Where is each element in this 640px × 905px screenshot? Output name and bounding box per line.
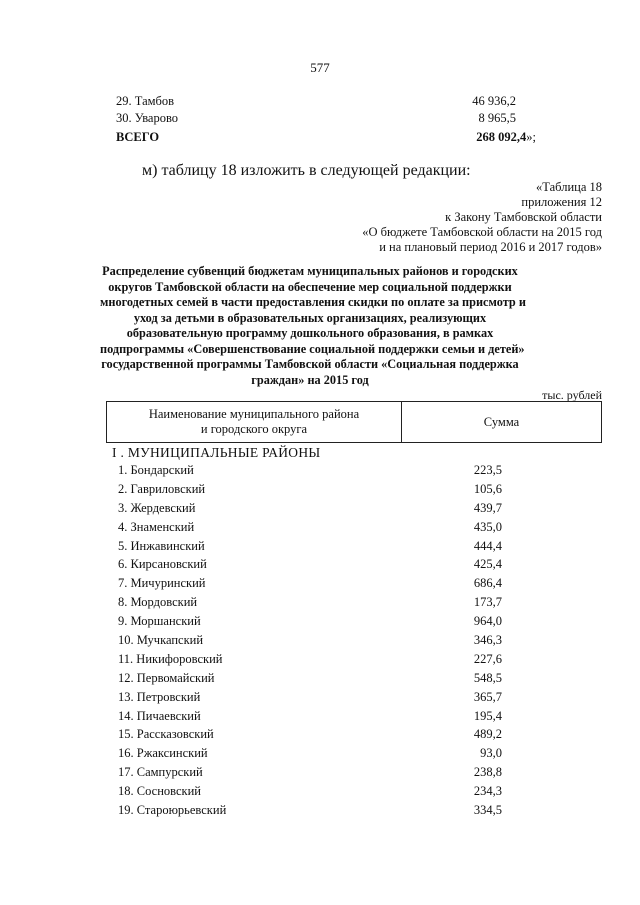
title-line: Распределение субвенций бюджетам муниципальных районов и городских	[102, 264, 518, 278]
table-row	[118, 501, 502, 520]
caption-line: к Закону Тамбовской области	[445, 210, 602, 224]
table-row	[118, 482, 502, 501]
total-label: ВСЕГО	[116, 130, 160, 144]
row-value: 238,8	[473, 765, 502, 780]
row-name: 15. Рассказовский	[118, 727, 214, 742]
header-name-line: и городского округа	[200, 422, 308, 436]
section-title: I . МУНИЦИПАЛЬНЫЕ РАЙОНЫ	[112, 445, 321, 460]
page-number: 577	[310, 60, 330, 75]
prev-row-name: 30. Уварово	[116, 111, 179, 125]
table-header	[106, 401, 602, 443]
row-name: 12. Первомайский	[118, 670, 215, 685]
table-row	[118, 690, 502, 709]
caption-line: и на плановый период 2016 и 2017 годов»	[379, 240, 602, 254]
table-title	[100, 264, 526, 388]
table-row	[118, 803, 502, 822]
row-value: 435,0	[473, 519, 502, 534]
caption-line: «О бюджете Тамбовской области на 2015 год	[362, 225, 602, 239]
row-name: 2. Гавриловский	[118, 481, 206, 496]
header-name-line: Наименование муниципального района	[148, 407, 360, 421]
row-name: 1. Бондарский	[118, 463, 194, 477]
title-line: образовательную программу дошкольного образования, в рамках	[126, 326, 494, 340]
total-value: 268 092,4	[476, 130, 527, 144]
row-name: 9. Моршанский	[118, 614, 201, 629]
table-row	[118, 709, 502, 728]
title-line: граждан» на 2015 год	[251, 372, 369, 387]
table-body	[118, 463, 502, 822]
title-line: государственной программы Тамбовской области «Социальная поддержка	[101, 357, 519, 371]
total-suffix: »;	[526, 130, 536, 144]
row-value: 444,4	[473, 538, 502, 553]
row-value: 489,2	[473, 727, 502, 742]
table-caption	[182, 180, 602, 255]
table-row	[118, 557, 502, 576]
row-value: 686,4	[473, 576, 502, 591]
row-name: 11. Никифоровский	[118, 651, 223, 666]
title-line: уход за детьми в образовательных организациях, реализующих	[133, 310, 487, 325]
row-value: 346,3	[473, 633, 502, 648]
row-value: 439,7	[473, 500, 502, 515]
table-row	[118, 784, 502, 803]
caption-line: «Таблица 18	[536, 180, 602, 194]
row-value: 234,3	[473, 784, 502, 799]
table-row	[118, 539, 502, 558]
header-name-cell	[107, 402, 402, 442]
prev-table-row	[116, 94, 516, 110]
row-name: 16. Ржаксинский	[118, 746, 208, 761]
row-value: 227,6	[473, 651, 502, 666]
row-name: 10. Мучкапский	[118, 633, 204, 648]
row-name: 7. Мичуринский	[118, 576, 206, 591]
row-value: 964,0	[473, 614, 502, 629]
header-sum-cell: Сумма	[483, 415, 520, 429]
row-name: 5. Инжавинский	[118, 538, 205, 553]
row-name: 4. Знаменский	[118, 519, 195, 534]
row-value: 548,5	[473, 670, 502, 685]
table-row	[118, 652, 502, 671]
table-row	[118, 746, 502, 765]
total-value-wrap	[476, 130, 536, 145]
title-line: округов Тамбовской области на обеспечение мер социальной поддержки	[108, 279, 512, 294]
row-name: 8. Мордовский	[118, 595, 198, 610]
row-value: 195,4	[473, 708, 502, 723]
prev-row-name: 29. Тамбов	[116, 94, 175, 108]
row-name: 18. Сосновский	[118, 784, 201, 799]
table-row	[118, 765, 502, 784]
row-value: 223,5	[473, 463, 502, 477]
row-value: 93,0	[480, 746, 502, 761]
row-value: 425,4	[473, 557, 502, 572]
row-value: 105,6	[473, 481, 502, 496]
caption-line: приложения 12	[521, 195, 602, 209]
row-name: 17. Сампурский	[118, 765, 203, 780]
row-name: 14. Пичаевский	[118, 708, 201, 723]
table-row	[118, 595, 502, 614]
row-name: 19. Староюрьевский	[118, 803, 227, 818]
table-row	[118, 633, 502, 652]
row-name: 3. Жердевский	[118, 500, 196, 515]
prev-table-total	[116, 130, 536, 146]
table-row	[118, 520, 502, 539]
table-row	[118, 671, 502, 690]
table-row	[118, 463, 502, 482]
table-row	[118, 576, 502, 595]
amendment-instruction: м) таблицу 18 изложить в следующей редакции:	[142, 162, 471, 179]
prev-row-value: 46 936,2	[472, 94, 516, 108]
title-line: многодетных семей в части предоставления скидки по оплате за присмотр и	[100, 295, 526, 309]
row-value: 334,5	[473, 803, 502, 818]
table-row	[118, 614, 502, 633]
row-name: 13. Петровский	[118, 689, 201, 704]
row-name: 6. Кирсановский	[118, 557, 207, 572]
row-value: 173,7	[473, 595, 502, 610]
prev-table-row	[116, 111, 516, 127]
title-line: подпрограммы «Совершенствование социальной поддержки семьи и детей»	[100, 341, 525, 356]
units-label: тыс. рублей	[542, 388, 602, 402]
row-value: 365,7	[473, 689, 502, 704]
prev-row-value: 8 965,5	[478, 111, 516, 125]
table-row	[118, 727, 502, 746]
